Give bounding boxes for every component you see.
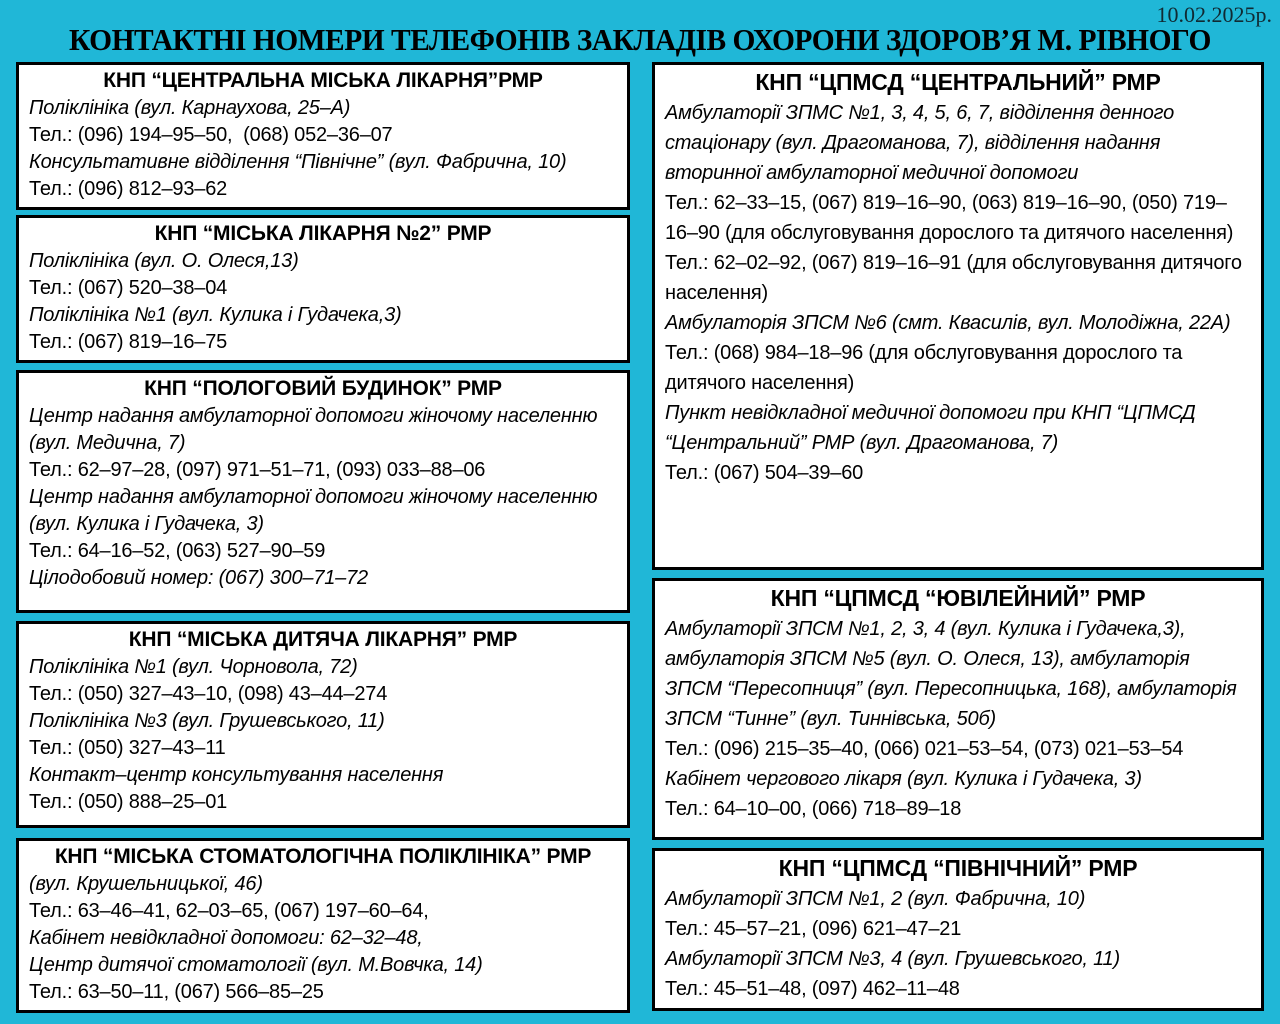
facility-title: КНП “МІСЬКА ДИТЯЧА ЛІКАРНЯ” РМР	[128, 628, 518, 651]
facility-line: Тел.: (050) 327–43–10, (098) 43–44–274	[29, 683, 388, 705]
facility-box-city-dental-clinic	[16, 838, 630, 1013]
facility-line: Амбулаторії ЗПСМ №3, 4 (вул. Грушевського, 11)	[665, 948, 1120, 970]
facility-title: КНП “ЦПМСД “ЦЕНТРАЛЬНИЙ” РМР	[755, 69, 1161, 95]
facility-line: Консультативне відділення “Північне” (вул. Фабрична, 10)	[29, 151, 567, 173]
facility-title: КНП “МІСЬКА СТОМАТОЛОГІЧНА ПОЛІКЛІНІКА” РМР	[54, 845, 592, 868]
facility-lines	[29, 95, 617, 203]
facility-line: Кабінет чергового лікаря (вул. Кулика і Гудачека, 3)	[665, 768, 1142, 790]
facility-lines	[29, 654, 617, 816]
facility-lines	[29, 403, 617, 592]
facility-line: Тел.: (067) 819–16–75	[29, 331, 228, 353]
facility-lines	[665, 884, 1251, 1004]
facility-box-cpmsd-yuvileinyi	[652, 578, 1264, 840]
page-title: КОНТАКТНІ НОМЕРИ ТЕЛЕФОНІВ ЗАКЛАДІВ ОХОРОНИ ЗДОРОВ’Я М. РІВНОГО	[69, 22, 1211, 57]
facility-line: Амбулаторії ЗПСМ №1, 2 (вул. Фабрична, 10)	[665, 888, 1086, 910]
header-date: 10.02.2025р.	[1156, 2, 1272, 27]
facility-line: Тел.: (050) 888–25–01	[29, 791, 228, 813]
facility-line: Поліклініка №1 (вул. Чорновола, 72)	[29, 656, 358, 678]
facility-line: Тел.: (096) 812–93–62	[29, 178, 228, 200]
facility-box-city-hospital-2	[16, 215, 630, 363]
facility-line: Поліклініка №1 (вул. Кулика і Гудачека,3)	[29, 304, 402, 326]
facility-line: Амбулаторія ЗПСМ №6 (смт. Квасилів, вул. Молодіжна, 22А)	[665, 312, 1231, 334]
facility-line: Тел.: (050) 327–43–11	[29, 737, 226, 759]
facility-line: Тел.: 64–10–00, (066) 718–89–18	[665, 798, 962, 820]
facility-line: Поліклініка №3 (вул. Грушевського, 11)	[29, 710, 385, 732]
facility-lines	[665, 614, 1251, 824]
facility-line: Амбулаторії ЗПМС №1, 3, 4, 5, 6, 7, відділення денного стаціонару (вул. Драгоманова, 7), відділення надання вторинної амбулаторної медичної допомоги	[665, 102, 1175, 184]
facility-line: Тел.: 63–50–11, (067) 566–85–25	[29, 981, 324, 1003]
facility-line: Тел.: (067) 520–38–04	[29, 277, 228, 299]
facility-title: КНП “ПОЛОГОВИЙ БУДИНОК” РМР	[144, 377, 502, 400]
facility-box-cpmsd-pivnichnyi	[652, 848, 1264, 1011]
facility-line: Тел.: (068) 984–18–96 (для обслуговування дорослого та дитячого населення)	[665, 342, 1183, 394]
facility-line: Контакт–центр консультування населення	[29, 764, 444, 786]
facility-line: Поліклініка (вул. О. Олеся,13)	[29, 250, 299, 272]
facility-line: Пункт невідкладної медичної допомоги при КНП “ЦПМСД “Центральний” РМР (вул. Драгоманова, 7)	[665, 402, 1196, 454]
facility-line: Кабінет невідкладної допомоги: 62–32–48,	[29, 927, 423, 949]
facility-title: КНП “ЦЕНТРАЛЬНА МІСЬКА ЛІКАРНЯ”РМР	[103, 69, 543, 92]
facility-line: Центр дитячої стоматології (вул. М.Вовчка, 14)	[29, 954, 483, 976]
facility-title: КНП “ЦПМСД “ПІВНІЧНИЙ” РМР	[778, 855, 1138, 881]
facility-box-cpmsd-central	[652, 62, 1264, 570]
facility-line: (вул. Крушельницької, 46)	[29, 873, 263, 895]
facility-line: Цілодобовий номер: (067) 300–71–72	[29, 567, 368, 589]
facility-line: Тел.: 62–97–28, (097) 971–51–71, (093) 033–88–06	[29, 459, 486, 481]
facility-line: Центр надання амбулаторної допомоги жіночому населенню (вул. Медична, 7)	[29, 405, 598, 454]
facility-line: Тел.: 62–02–92, (067) 819–16–91 (для обслуговування дитячого населення)	[665, 252, 1242, 304]
facility-title: КНП “ЦПМСД “ЮВІЛЕЙНИЙ” РМР	[770, 585, 1146, 611]
facility-line: Амбулаторії ЗПСМ №1, 2, 3, 4 (вул. Кулика і Гудачека,3), амбулаторія ЗПСМ №5 (вул. О. Олеся, 13), амбулаторія ЗПСМ “Пересопниця” (вул. Пересопницька, 168), амбулаторія ЗПСМ “Тинне” (вул. Тиннівська, 50б)	[665, 618, 1237, 730]
facility-line: Тел.: 64–16–52, (063) 527–90–59	[29, 540, 326, 562]
facility-box-maternity-hospital	[16, 370, 630, 613]
facility-lines	[665, 98, 1251, 488]
facility-line: Центр надання амбулаторної допомоги жіночому населенню (вул. Кулика і Гудачека, 3)	[29, 486, 598, 535]
facility-line: Тел.: (096) 215–35–40, (066) 021–53–54, (073) 021–53–54	[665, 738, 1184, 760]
facility-title: КНП “МІСЬКА ЛІКАРНЯ №2” РМР	[154, 222, 492, 245]
facility-line: Тел.: (096) 194–95–50, (068) 052–36–07	[29, 124, 393, 146]
facility-line: Тел.: 63–46–41, 62–03–65, (067) 197–60–64,	[29, 900, 429, 922]
facility-line: Тел.: (067) 504–39–60	[665, 462, 864, 484]
facility-lines	[29, 248, 617, 356]
facility-line: Поліклініка (вул. Карнаухова, 25–А)	[29, 97, 351, 119]
facility-box-central-city-hospital	[16, 62, 630, 210]
facility-lines	[29, 871, 617, 1006]
facility-line: Тел.: 45–51–48, (097) 462–11–48	[665, 978, 960, 1000]
facility-line: Тел.: 45–57–21, (096) 621–47–21	[665, 918, 962, 940]
facility-line: Тел.: 62–33–15, (067) 819–16–90, (063) 819–16–90, (050) 719–16–90 (для обслуговування дорослого та дитячого населення)	[665, 192, 1234, 244]
facility-box-city-children-hospital	[16, 621, 630, 828]
